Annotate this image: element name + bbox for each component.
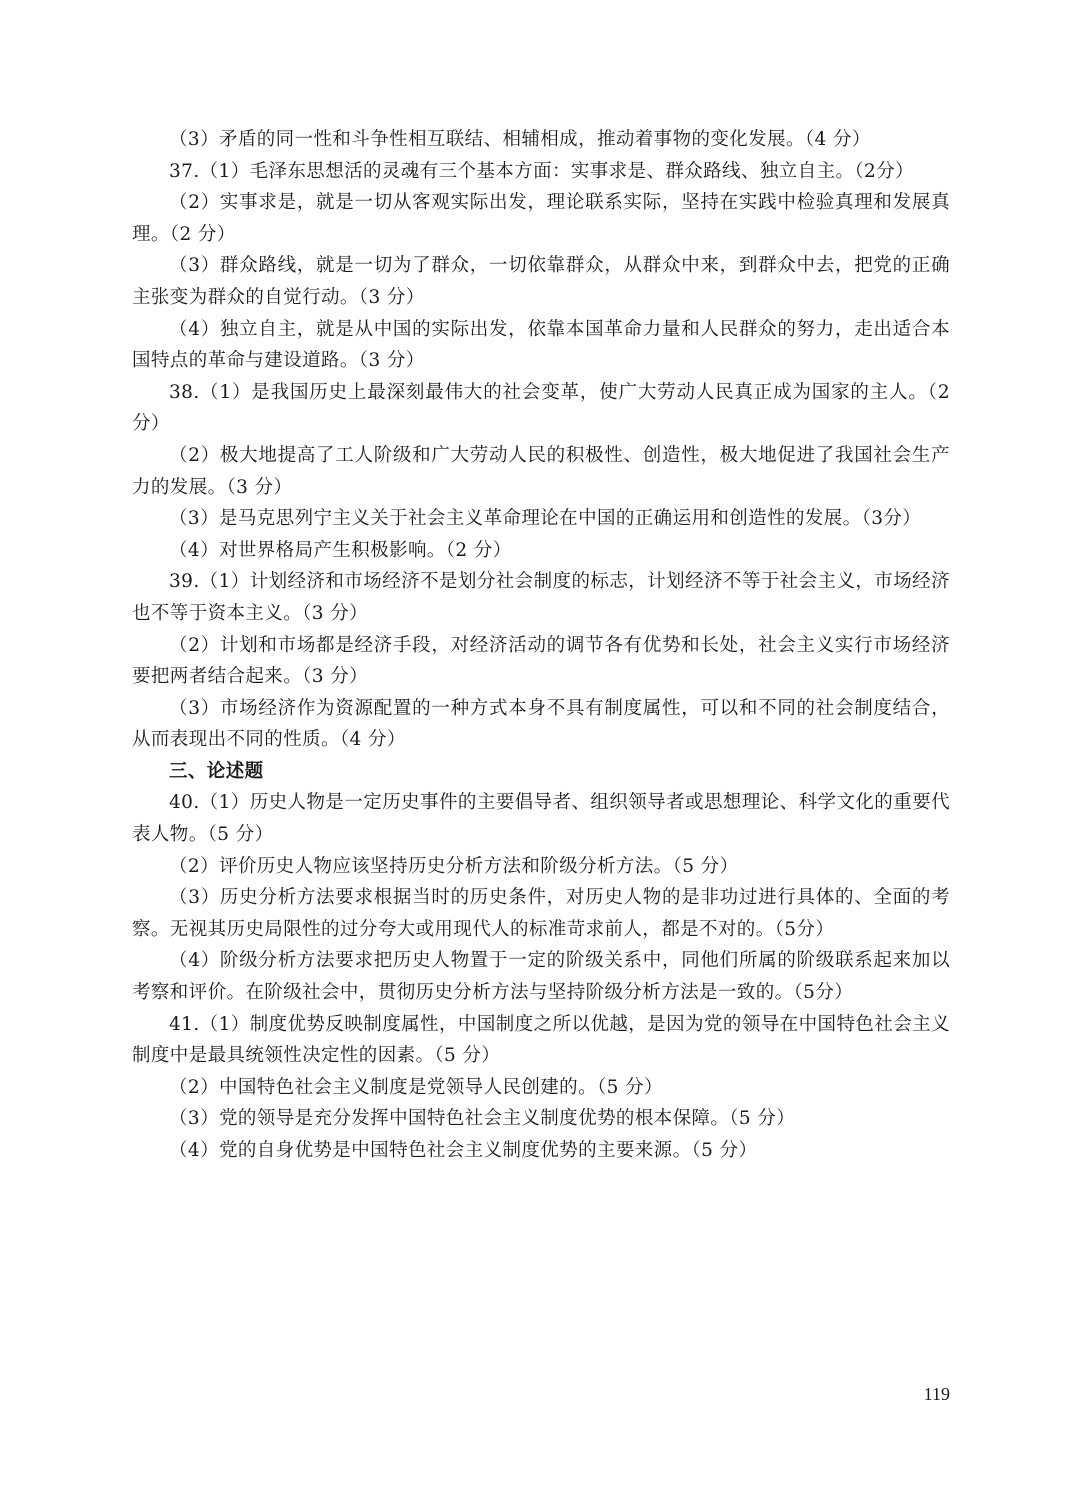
paragraph: （2）评价历史人物应该坚持历史分析方法和阶级分析方法。（5 分）	[169, 855, 739, 877]
document-body	[132, 124, 950, 1167]
paragraph: 38.（1）是我国历史上最深刻最伟大的社会变革，使广大劳动人民真正成为国家的主人。（2 分）	[132, 381, 950, 435]
paragraph: （3）市场经济作为资源配置的一种方式本身不具有制度属性，可以和不同的社会制度结合，从而表现出不同的性质。（4 分）	[132, 697, 950, 751]
paragraph: （3）历史分析方法要求根据当时的历史条件，对历史人物的是非功过进行具体的、全面的考察。无视其历史局限性的过分夸大或用现代人的标准苛求前人，都是不对的。（5分）	[132, 887, 950, 940]
paragraph: （2）实事求是，就是一切从客观实际出发，理论联系实际，坚持在实践中检验真理和发展真理。（2 分）	[132, 192, 950, 245]
paragraph: （3）群众路线，就是一切为了群众，一切依靠群众，从群众中来，到群众中去，把党的正确主张变为群众的自觉行动。（3 分）	[132, 255, 950, 308]
paragraph: （4）独立自主，就是从中国的实际出发，依靠本国革命力量和人民群众的努力，走出适合本国特点的革命与建设道路。（3 分）	[132, 318, 950, 372]
paragraph: （2）中国特色社会主义制度是党领导人民创建的。（5 分）	[169, 1076, 663, 1098]
paragraph: （4）党的自身优势是中国特色社会主义制度优势的主要来源。（5 分）	[169, 1140, 758, 1161]
paragraph: （4）对世界格局产生积极影响。（2 分）	[169, 539, 512, 561]
paragraph: （2）极大地提高了工人阶级和广大劳动人民的积极性、创造性，极大地促进了我国社会生产力的发展。（3 分）	[132, 444, 950, 498]
paragraph: （2）计划和市场都是经济手段，对经济活动的调节各有优势和长处，社会主义实行市场经济要把两者结合起来。（3 分）	[132, 634, 950, 688]
paragraph: 40.（1）历史人物是一定历史事件的主要倡导者、组织领导者或思想理论、科学文化的重要代表人物。（5 分）	[132, 792, 950, 846]
paragraph: 41.（1）制度优势反映制度属性，中国制度之所以优越，是因为党的领导在中国特色社会主义制度中是最具统领性决定性的因素。（5 分）	[132, 1013, 950, 1067]
page-number: 119	[923, 1384, 950, 1404]
paragraph: （3）矛盾的同一性和斗争性相互联结、相辅相成，推动着事物的变化发展。（4 分）	[169, 129, 871, 150]
section-heading: 三、论述题	[169, 760, 264, 782]
paragraph: 37.（1）毛泽东思想活的灵魂有三个基本方面：实事求是、群众路线、独立自主。（2分）	[169, 160, 915, 182]
paragraph: （4）阶级分析方法要求把历史人物置于一定的阶级关系中，同他们所属的阶级联系起来加以考察和评价。在阶级社会中，贯彻历史分析方法与坚持阶级分析方法是一致的。（5分）	[132, 950, 950, 1004]
paragraph: 39.（1）计划经济和市场经济不是划分社会制度的标志，计划经济不等于社会主义，市场经济也不等于资本主义。（3 分）	[132, 571, 950, 624]
paragraph: （3）是马克思列宁主义关于社会主义革命理论在中国的正确运用和创造性的发展。（3分）	[169, 508, 922, 530]
paragraph: （3）党的领导是充分发挥中国特色社会主义制度优势的根本保障。（5 分）	[169, 1108, 796, 1130]
